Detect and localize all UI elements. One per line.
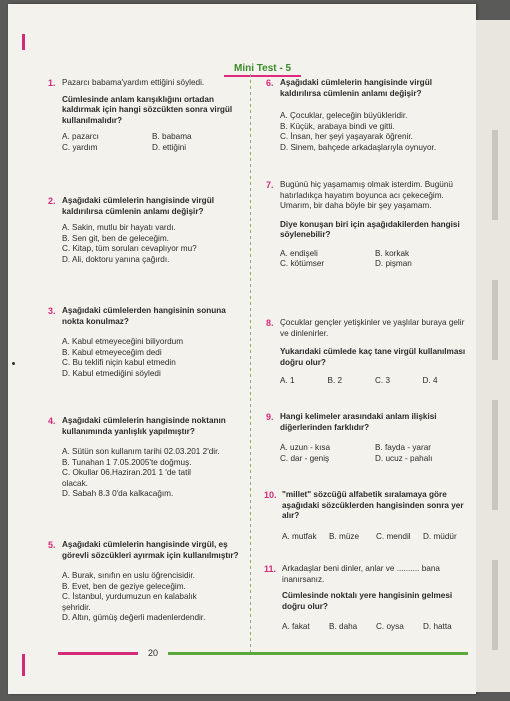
- option-a[interactable]: A. Kabul etmeyeceğini biliyordum: [62, 337, 184, 346]
- option-d[interactable]: D. müdür: [423, 531, 457, 541]
- question-number: 3.: [48, 306, 56, 316]
- column-divider: [250, 74, 251, 654]
- option-b[interactable]: B. 2: [327, 376, 343, 385]
- option-a[interactable]: A. Burak, sınıfın en uslu öğrencisidir.: [62, 571, 195, 580]
- option-b[interactable]: B. babama: [152, 132, 192, 141]
- option-c[interactable]: C. 3: [375, 376, 391, 385]
- option-b[interactable]: B. Evet, ben de geziye geleceğim.: [62, 581, 186, 591]
- option-d[interactable]: D. hatta: [423, 622, 452, 631]
- question-8: [266, 318, 470, 387]
- option-b[interactable]: B. Kabul etmeyeceğim dedi: [62, 347, 162, 357]
- question-number: 7.: [266, 180, 274, 190]
- question-number: 8.: [266, 318, 274, 328]
- option-b[interactable]: B. Küçük, arabaya bindi ve gitti.: [280, 121, 395, 131]
- question-11: [264, 564, 470, 633]
- question-text: Hangi kelimeler arasındaki anlam ilişkisi diğerlerinden farklıdır?: [280, 412, 437, 432]
- question-7: [266, 180, 470, 270]
- test-title: [224, 58, 301, 76]
- option-b[interactable]: B. Tunahan 1 7.05.2005'te doğmuş.: [62, 457, 192, 467]
- option-d[interactable]: D. Sabah 8.3 0'da kalkacağım.: [62, 489, 174, 498]
- page-number: 20: [148, 648, 159, 658]
- option-a[interactable]: A. Çocuklar, geleceğin büyükleridir.: [280, 111, 408, 120]
- question-text: Yukarıdaki cümlede kaç tane virgül kullanılması doğru olur?: [280, 347, 466, 367]
- question-stem: Çocuklar gençler yetişkinler ve yaşlılar buraya gelir ve dinlenirler.: [280, 318, 465, 338]
- left-margin-mark: [22, 654, 25, 676]
- option-a[interactable]: A. pazarcı: [62, 132, 99, 141]
- option-c[interactable]: C. İstanbul, yurdumuzun en kalabalık şehridir.: [62, 592, 197, 612]
- option-d[interactable]: D. ucuz - pahalı: [375, 453, 433, 463]
- option-c[interactable]: C. mendil: [376, 531, 411, 541]
- adjacent-page-bracket: [492, 280, 498, 360]
- test-title-text: Mini Test - 5: [224, 62, 301, 77]
- worksheet-page: [8, 4, 476, 694]
- question-text: Aşağıdaki cümlelerden hangisinin sonuna nokta konulmaz?: [62, 306, 226, 326]
- question-text: Aşağıdaki cümlelerin hangisinde noktanın kullanımında yanlışlık yapılmıştır?: [62, 416, 226, 436]
- question-text: Aşağıdaki cümlelerin hangisinde virgül kaldırılırsa cümlenin anlamı değişir?: [280, 78, 432, 98]
- option-a[interactable]: A. uzun - kısa: [280, 443, 331, 452]
- option-a[interactable]: A. Sütün son kullanım tarihi 02.03.201 2'dir.: [62, 447, 220, 456]
- option-d[interactable]: D. ettiğini: [152, 142, 187, 152]
- question-number: 2.: [48, 196, 56, 206]
- option-a[interactable]: A. 1: [280, 376, 295, 385]
- option-c[interactable]: C. Okullar 06.Haziran.201 1 'de tatil olacak.: [62, 468, 191, 488]
- question-stem: Arkadaşlar beni dinler, anlar ve .......... bana inanırsanız.: [282, 564, 440, 584]
- adjacent-page-edge: [476, 20, 510, 692]
- adjacent-page-bracket: [492, 560, 498, 650]
- question-6: [266, 78, 470, 153]
- option-b[interactable]: B. fayda - yarar: [375, 443, 431, 452]
- question-5: [48, 540, 248, 624]
- option-a[interactable]: A. fakat: [282, 622, 310, 631]
- question-number: 9.: [266, 412, 274, 422]
- margin-dot: [12, 362, 15, 365]
- option-c[interactable]: C. dar - geniş: [280, 453, 330, 463]
- question-1: [48, 78, 242, 153]
- adjacent-page-bracket: [492, 130, 498, 220]
- question-text: Cümlesinde noktalı yere hangisinin gelmesi doğru olur?: [282, 591, 453, 611]
- question-number: 4.: [48, 416, 56, 426]
- footer-bar-pink: [58, 652, 138, 655]
- option-a[interactable]: A. mutfak: [282, 531, 317, 541]
- question-text: Aşağıdaki cümlelerin hangisinde virgül kaldırılırsa cümlenin anlamı değişir?: [62, 196, 214, 216]
- question-number: 10.: [264, 490, 277, 500]
- option-c[interactable]: C. yardım: [62, 142, 98, 152]
- adjacent-page-bracket: [492, 400, 498, 510]
- question-text: Aşağıdaki cümlelerin hangisinde virgül, eş görevli sözcükleri ayırmak için kullanılmıştır?: [62, 540, 239, 560]
- option-b[interactable]: B. korkak: [375, 248, 410, 258]
- option-c[interactable]: C. İnsan, her şeyi yaşayarak öğrenir.: [280, 132, 413, 141]
- question-2: [48, 196, 242, 265]
- question-number: 11.: [264, 564, 277, 574]
- option-b[interactable]: B. Sen git, ben de geleceğim.: [62, 233, 169, 243]
- question-stem: Pazarcı babama'yardım ettiğini söyledi.: [62, 78, 205, 87]
- question-number: 1.: [48, 78, 56, 88]
- left-margin-mark: [22, 34, 25, 50]
- question-4: [48, 416, 248, 500]
- option-c[interactable]: C. Kitap, tüm soruları cevaplıyor mu?: [62, 244, 197, 253]
- question-3: [48, 306, 242, 379]
- option-a[interactable]: A. Sakin, mutlu bir hayatı vardı.: [62, 223, 176, 232]
- option-d[interactable]: D. Kabul etmediğini söyledi: [62, 368, 161, 378]
- question-text: Diye konuşan biri için aşağıdakilerden hangisi söylenebilir?: [280, 219, 460, 239]
- option-c[interactable]: C. kötümser: [280, 259, 325, 268]
- question-number: 6.: [266, 78, 274, 88]
- option-c[interactable]: C. oysa: [376, 622, 404, 631]
- question-10: [264, 490, 470, 542]
- option-c[interactable]: C. Bu teklifi niçin kabul etmedin: [62, 358, 176, 367]
- footer-bar-green: [168, 652, 468, 655]
- option-a[interactable]: A. endişeli: [280, 248, 318, 258]
- question-text: "millet" sözcüğü alfabetik sıralamaya göre aşağıdaki sözcüklerden hangisinden sonra yer alır?: [282, 490, 464, 520]
- option-d[interactable]: D. Sinem, bahçede arkadaşlarıyla oynuyor.: [280, 142, 437, 152]
- question-text: Cümlesinde anlam karışıklığını ortadan kaldırmak için hangi sözcükten sonra virgül kullanılmalıdır?: [62, 94, 233, 125]
- question-9: [266, 412, 470, 464]
- option-d[interactable]: D. 4: [422, 376, 438, 385]
- option-b[interactable]: B. daha: [329, 622, 358, 631]
- option-d[interactable]: D. Ali, doktoru yanına çağırdı.: [62, 254, 170, 264]
- option-d[interactable]: D. Altın, gümüş değerli madenlerdendir.: [62, 613, 206, 622]
- option-d[interactable]: D. pişman: [375, 259, 412, 268]
- question-stem: Bugünü hiç yaşamamış olmak isterdim. Bugünü hatırladıkça hayatım boyunca acı çekeceğim. Umarım, bir daha böyle bir şey yaşamam.: [280, 180, 453, 210]
- option-b[interactable]: B. müze: [329, 531, 360, 541]
- question-number: 5.: [48, 540, 56, 550]
